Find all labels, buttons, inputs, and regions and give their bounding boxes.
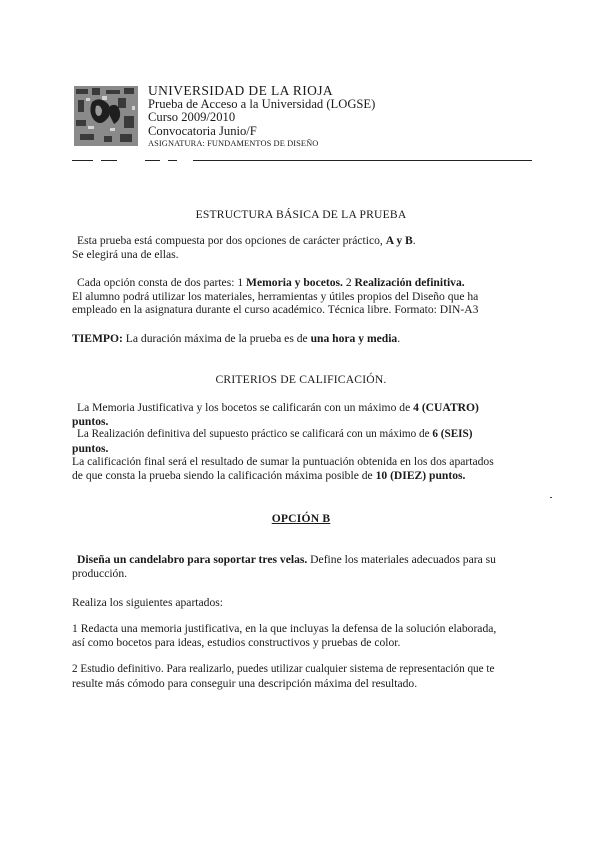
parts-text: Cada opción consta de dos partes: 1 — [77, 276, 247, 289]
final-grade-max: 10 (DIEZ) puntos. — [375, 468, 466, 482]
section-title-structure: ESTRUCTURA BÁSICA DE LA PRUEBA — [195, 208, 407, 221]
sections-intro: Realiza los siguientes apartados: — [72, 596, 223, 609]
task-production: producción. — [72, 566, 128, 580]
criterion-memory — [72, 401, 547, 415]
subject-name: ASIGNATURA: FUNDAMENTOS DE DISEÑO — [148, 139, 319, 148]
part-one-label: Memoria y bocetos. — [246, 276, 343, 289]
divider-gap — [93, 157, 101, 163]
course-year: Curso 2009/2010 — [148, 110, 236, 124]
criterion-memory-text: La Memoria Justificativa y los bocetos se calificarán con un máximo de — [77, 401, 414, 414]
time-label: TIEMPO: — [72, 332, 123, 345]
final-grade-text: de que consta la prueba siendo la calificación máxima posible de — [72, 468, 376, 482]
time-text: La duración máxima de la prueba es de — [122, 332, 311, 345]
criterion-final-points: 6 (SEIS) — [432, 428, 473, 441]
scan-mark — [550, 497, 552, 498]
time-paragraph — [72, 332, 547, 346]
options-sentence — [72, 234, 547, 248]
section-title-option — [72, 512, 530, 525]
exam-call: Convocatoria Junio/F — [148, 123, 257, 138]
option-title-text: OPCIÓN B — [271, 512, 331, 525]
time-value: una hora y media — [310, 332, 398, 345]
criterion-memory-points: 4 (CUATRO) — [413, 401, 479, 414]
section-one-line-2: así como bocetos para ideas, estudios constructivos y pruebas de color. — [72, 635, 401, 649]
technique-format-line: empleado en la asignatura durante el curso académico. Técnica libre. Formato: DIN-A3 — [72, 303, 479, 317]
options-text: Esta prueba está compuesta por dos opciones de carácter práctico, — [77, 234, 386, 247]
section-two — [72, 663, 547, 690]
parts-sentence — [72, 276, 547, 290]
university-logo — [74, 86, 138, 146]
time-period: . — [397, 332, 401, 345]
task-design-brief: Diseña un candelabro para soportar tres velas. — [77, 553, 308, 566]
exam-name: Prueba de Acceso a la Universidad (LOGSE) — [148, 96, 376, 111]
final-grade-line-2 — [72, 469, 547, 483]
divider-gap — [177, 157, 193, 163]
criterion-final — [72, 428, 547, 442]
final-grade-line-1: La calificación final será el resultado de sumar la puntuación obtenida en los dos apartados — [72, 455, 494, 469]
criteria-paragraph — [72, 401, 547, 483]
section-title-criteria: CRITERIOS DE CALIFICACIÓN. — [215, 373, 387, 386]
criterion-final-unit: puntos. — [72, 441, 109, 455]
criterion-final-text: La Realización definitiva del supuesto práctico se calificará con un máximo de — [77, 428, 433, 441]
task-materials: Define los materiales adecuados para su — [307, 553, 496, 566]
task-sentence — [72, 553, 547, 567]
part-two-label: Realización definitiva. — [354, 276, 465, 289]
logo-seal-graphic — [74, 86, 138, 146]
option-task — [72, 553, 547, 580]
divider-gap — [117, 157, 145, 163]
structure-paragraph-parts — [72, 276, 547, 317]
parts-separator: 2 — [342, 276, 355, 289]
options-letters: A y B — [385, 234, 413, 247]
section-two-line-1: 2 Estudio definitivo. Para realizarlo, puedes utilizar cualquier sistema de representación que te — [72, 663, 495, 675]
time-sentence — [72, 332, 547, 346]
section-one — [72, 622, 547, 649]
divider-gap — [160, 157, 168, 163]
materials-line: El alumno podrá utilizar los materiales, herramientas y útiles propios del Diseño que ha — [72, 289, 479, 303]
exam-header — [148, 84, 548, 149]
structure-paragraph-options — [72, 234, 547, 261]
university-name: UNIVERSIDAD DE LA RIOJA — [148, 83, 334, 98]
section-one-line-1: 1 Redacta una memoria justificativa, en la que incluyas la defensa de la solución elaborada, — [72, 622, 497, 635]
choose-one-line: Se elegirá una de ellas. — [72, 247, 179, 261]
options-period: . — [412, 234, 416, 247]
criterion-memory-unit: puntos. — [72, 414, 109, 428]
section-two-line-2: resulte más cómodo para conseguir una descripción máxima del resultado. — [72, 676, 418, 690]
